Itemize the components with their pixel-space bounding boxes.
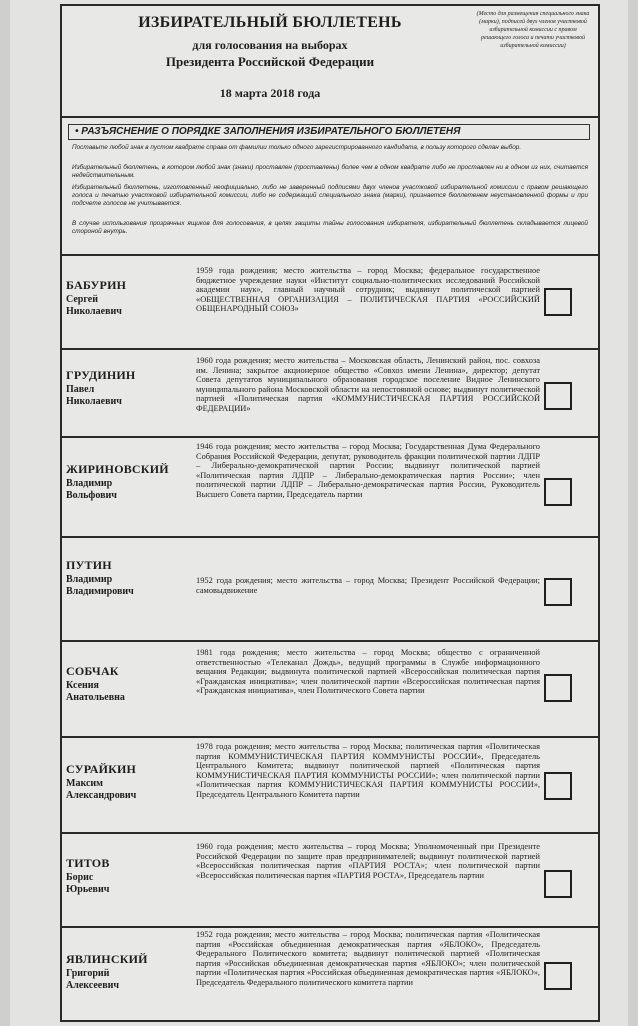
vote-checkbox-baburin[interactable]: [544, 288, 572, 316]
vote-checkbox-yavlinsky[interactable]: [544, 962, 572, 990]
candidate-row-zhirinovsky: [62, 436, 598, 536]
candidate-row-putin: [62, 536, 598, 640]
instructions-title-text: РАЗЪЯСНЕНИЕ О ПОРЯДКЕ ЗАПОЛНЕНИЯ ИЗБИРАТЕЛЬНОГО БЮЛЛЕТЕНЯ: [81, 126, 461, 137]
instructions-title: • РАЗЪЯСНЕНИЕ О ПОРЯДКЕ ЗАПОЛНЕНИЯ ИЗБИРАТЕЛЬНОГО БЮЛЛЕТЕНЯ: [68, 124, 590, 140]
candidate-surname: ПУТИН: [66, 558, 112, 572]
candidate-given-names: [66, 294, 122, 318]
vote-checkbox-zhirinovsky[interactable]: [544, 478, 572, 506]
candidate-patronymic: Юрьевич: [66, 884, 110, 895]
candidate-patronymic: Владимирович: [66, 586, 134, 597]
candidate-row-yavlinsky: [62, 926, 598, 1020]
ballot-subtitle-office: Президента Российской Федерации: [165, 54, 375, 69]
candidate-bio: 1952 года рождения; место жительства – город Москва; политическая партия «Политическая партия «Российская объединенная демократическая партия «ЯБЛОКО», Председатель Федерального Политического комитета; выдвинут политической партией «Политическая партия «Российская объединенная демократическая партия «ЯБЛОКО»; член политической партии «Политическая партия «Российская объединенная демократическая партия «ЯБЛОКО», Председатель Федерального политического комитета партии: [196, 930, 540, 987]
candidate-row-suraykin: [62, 736, 598, 832]
candidate-given-names: [66, 872, 109, 896]
candidate-row-titov: [62, 832, 598, 926]
candidate-bio: 1946 года рождения; место жительства – город Москва; Государственная Дума Федерального Собрания Российской Федерации, депутат, руководитель фракции политической партии ЛДПР – Либерально-демократической партии России; выдвинут политической партией «Политическая партия ЛДПР – Либерально-демократическая партия России»; член политической партии ЛДПР – Либерально-демократическая партия России, Руководитель Высшего Совета партии, Председатель партии: [196, 442, 540, 499]
candidate-patronymic: Алексеевич: [66, 980, 120, 991]
photo-background: [10, 0, 628, 1026]
candidate-patronymic: Александрович: [66, 790, 137, 801]
candidate-bio: 1952 года рождения; место жительства – город Москва; Президент Российской Федерации; самовыдвижение: [196, 576, 540, 595]
candidate-bio: 1981 года рождения; место жительства – город Москва; общество с ограниченной ответственностью «Телеканал Дождь», ведущий программы в Службе информационного вещания Редакции; выдвинута политической партией «Всероссийская политическая партия «Гражданская инициатива»; член политической партии «Всероссийская политическая партия «Гражданская инициатива», член Политического Совета партии: [196, 648, 540, 696]
candidate-surname: ЖИРИНОВСКИЙ: [66, 462, 169, 476]
candidate-first-name: Сергей: [66, 294, 98, 305]
vote-checkbox-sobchak[interactable]: [544, 674, 572, 702]
candidate-given-names: [66, 478, 117, 502]
instructions-block: [68, 124, 590, 250]
candidate-first-name: Владимир: [66, 574, 113, 585]
candidate-first-name: Борис: [66, 872, 94, 883]
candidate-surname: ГРУДИНИН: [66, 368, 136, 382]
instruction-paragraph: Поставьте любой знак в пустом квадрате справа от фамилии только одного зарегистрированного кандидата, в пользу которого сделан выбор.: [72, 144, 522, 151]
candidate-given-names: [66, 968, 119, 992]
candidate-patronymic: Николаевич: [66, 306, 122, 317]
vote-checkbox-titov[interactable]: [544, 870, 572, 898]
stamp-place-note: (Место для размещения специального знака (марки), подписей двух членов участковой избирательной комиссии с правом решающего голоса и печати участковой избирательной комиссии): [476, 11, 590, 49]
ballot-subtitle: для голосования на выборах: [192, 38, 348, 52]
candidate-surname: СУРАЙКИН: [66, 762, 137, 776]
instruction-paragraph: Избирательный бюллетень, в котором любой знак (знаки) проставлен (проставлены) более чем в одном квадрате либо не проставлен ни в одном из них, считается недействительным.: [72, 164, 588, 179]
candidate-first-name: Григорий: [66, 968, 110, 979]
candidate-patronymic: Вольфович: [66, 490, 117, 501]
candidate-first-name: Максим: [66, 778, 103, 789]
ballot-sheet: [60, 4, 600, 1022]
candidate-bio: 1960 года рождения; место жительства – город Москва; Уполномоченный при Президенте Российской Федерации по защите прав предпринимателей; выдвинут политической партией «Всероссийская политическая партия «ПАРТИЯ РОСТА»; член политической партии «Всероссийская политическая партия «ПАРТИЯ РОСТА», Председатель партии: [196, 842, 540, 880]
candidate-bio: 1978 года рождения; место жительства – город Москва; политическая партия «Политическая партия КОММУНИСТИЧЕСКАЯ ПАРТИЯ КОММУНИСТЫ РОССИИ», Председатель Центрального Комитета; выдвинут политической партией «Политическая партия КОММУНИСТИЧЕСКАЯ ПАРТИЯ КОММУНИСТЫ РОССИИ»; член политической партии «Политическая партия КОММУНИСТИЧЕСКАЯ ПАРТИЯ КОММУНИСТЫ РОССИИ», Председатель Центрального Комитета партии: [196, 742, 540, 799]
vote-checkbox-grudinin[interactable]: [544, 382, 572, 410]
candidate-surname: ЯВЛИНСКИЙ: [66, 952, 148, 966]
candidate-surname: СОБЧАК: [66, 664, 119, 678]
candidate-first-name: Павел: [66, 384, 95, 395]
candidate-row-sobchak: [62, 640, 598, 736]
candidate-row-baburin: [62, 254, 598, 348]
vote-checkbox-putin[interactable]: [544, 578, 572, 606]
candidate-patronymic: Николаевич: [66, 396, 122, 407]
candidate-given-names: [66, 574, 134, 598]
instruction-paragraph: В случае использования прозрачных ящиков для голосования, в целях защиты тайны голосования избирателя, избирательный бюллетень складывается лицевой стороной внутрь.: [72, 220, 588, 235]
candidate-row-grudinin: [62, 348, 598, 436]
candidate-first-name: Ксения: [66, 680, 99, 691]
candidate-bio: 1960 года рождения; место жительства – Московская область, Ленинский район, пос. совхоза им. Ленина; закрытое акционерное общество «Совхоз имени Ленина», директор; депутат Совета депутатов муниципального образования городское поселение Видное Ленинского муниципального района Московской области на непостоянной основе; выдвинут политической партией «Политическая партия «КОММУНИСТИЧЕСКАЯ ПАРТИЯ РОССИЙСКОЙ ФЕДЕРАЦИИ»: [196, 356, 540, 413]
candidate-given-names: [66, 778, 136, 802]
vote-checkbox-suraykin[interactable]: [544, 772, 572, 800]
ballot-title: ИЗБИРАТЕЛЬНЫЙ БЮЛЛЕТЕНЬ: [138, 14, 402, 31]
candidate-first-name: Владимир: [66, 478, 113, 489]
candidate-surname: БАБУРИН: [66, 278, 127, 292]
candidate-surname: ТИТОВ: [66, 856, 110, 870]
candidate-given-names: [66, 680, 125, 704]
ballot-header: [62, 6, 598, 118]
candidate-given-names: [66, 384, 122, 408]
candidate-patronymic: Анатольевна: [66, 692, 125, 703]
candidate-bio: 1959 года рождения; место жительства – город Москва; федеральное государственное бюджетное учреждение науки «Институт социально-политических исследований Российской академии наук», главный научный сотрудник; выдвинут политической партией «ОБЩЕСТВЕННАЯ ОРГАНИЗАЦИЯ – ПОЛИТИЧЕСКАЯ ПАРТИЯ «РОССИЙСКИЙ ОБЩЕНАРОДНЫЙ СОЮЗ»: [196, 266, 540, 314]
election-date: 18 марта 2018 года: [219, 86, 321, 100]
instruction-paragraph: Избирательный бюллетень, изготовленный неофициально, либо не заверенный подписями двух членов участковой избирательной комиссии с правом решающего голоса и печатью участковой избирательной комиссии, либо не содержащий специального знака (марки), признается бюллетенем неустановленной формы и при подсчете голосов не учитывается.: [72, 184, 588, 207]
